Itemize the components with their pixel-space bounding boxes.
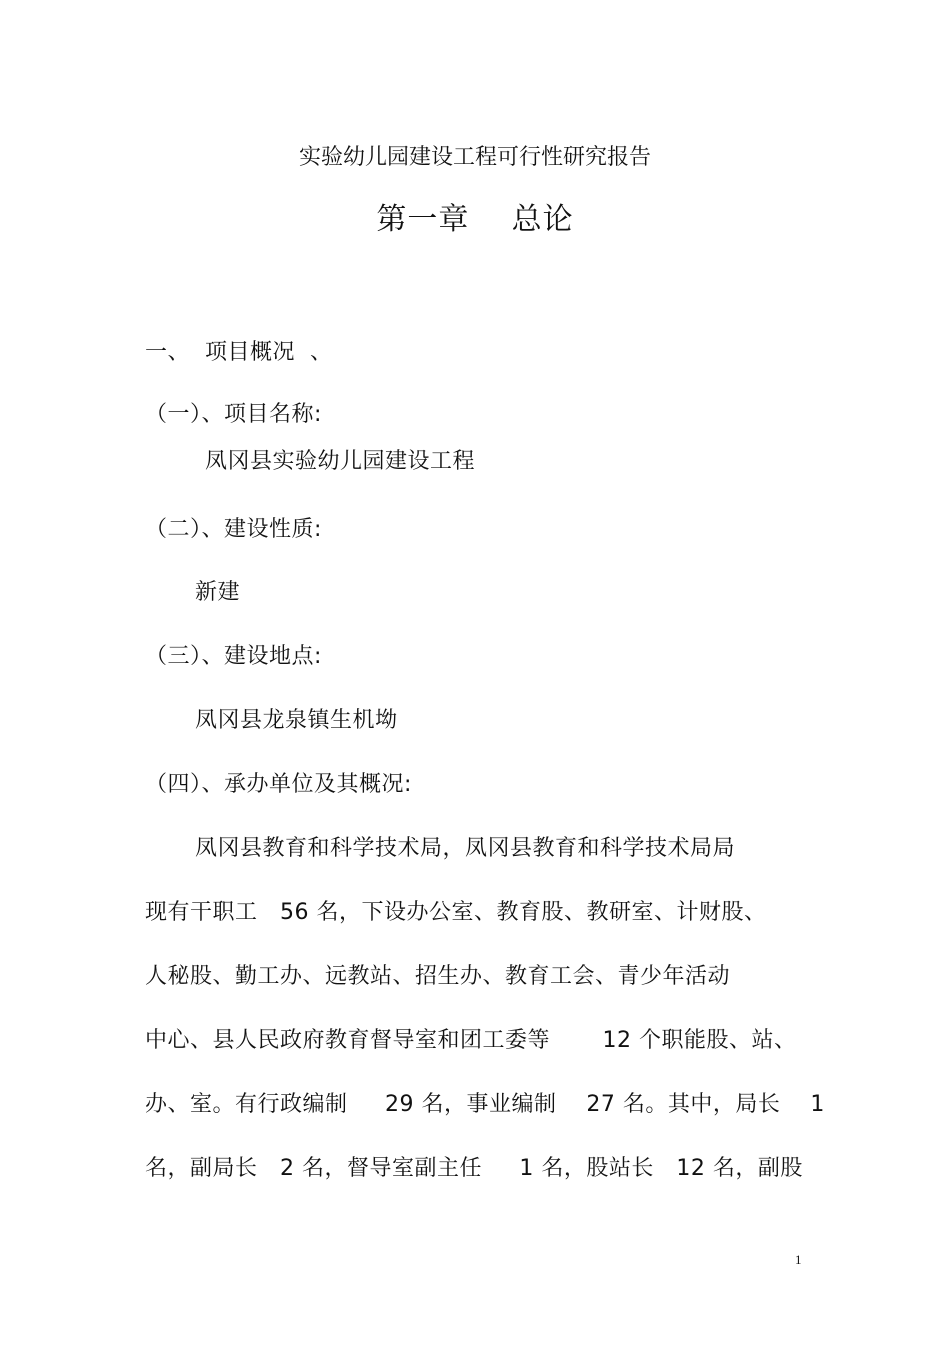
body-paragraph-line-3: 人秘股、勤工办、远教站、招生办、教育工会、青少年活动 — [145, 964, 731, 989]
body-paragraph-line-1: 凤冈县教育和科学技术局，凤冈县教育和科学技术局局 — [195, 836, 736, 861]
construction-nature-value: 新建 — [195, 580, 241, 605]
body-paragraph-line-2: 现有干职工 56 名，下设办公室、教育股、教研室、计财股、 — [145, 900, 767, 925]
body-paragraph-line-6: 名，副局长 2 名，督导室副主任 1 名，股站长 12 名，副股 — [145, 1156, 803, 1181]
project-name-value: 凤冈县实验幼儿园建设工程 — [205, 449, 476, 474]
section-heading-project-overview: 一、 项目概况 、 — [145, 340, 333, 365]
document-title: 实验幼儿园建设工程可行性研究报告 — [298, 145, 651, 170]
construction-site-value: 凤冈县龙泉镇生机坳 — [195, 708, 398, 733]
subsection-construction-nature-label: （二）、建设性质: — [145, 517, 322, 542]
subsection-project-name-label: （一）、项目名称: — [145, 402, 322, 427]
chapter-heading: 第一章 总论 — [376, 202, 574, 237]
page-number: 1 — [795, 1252, 802, 1267]
subsection-construction-site-label: （三）、建设地点: — [145, 644, 322, 669]
subsection-organizer-label: （四）、承办单位及其概况: — [145, 772, 412, 797]
body-paragraph-line-4: 中心、县人民政府教育督导室和团工委等 12 个职能股、站、 — [145, 1028, 797, 1053]
body-paragraph-line-5: 办、室。有行政编制 29 名，事业编制 27 名。其中，局长 1 — [145, 1092, 825, 1117]
